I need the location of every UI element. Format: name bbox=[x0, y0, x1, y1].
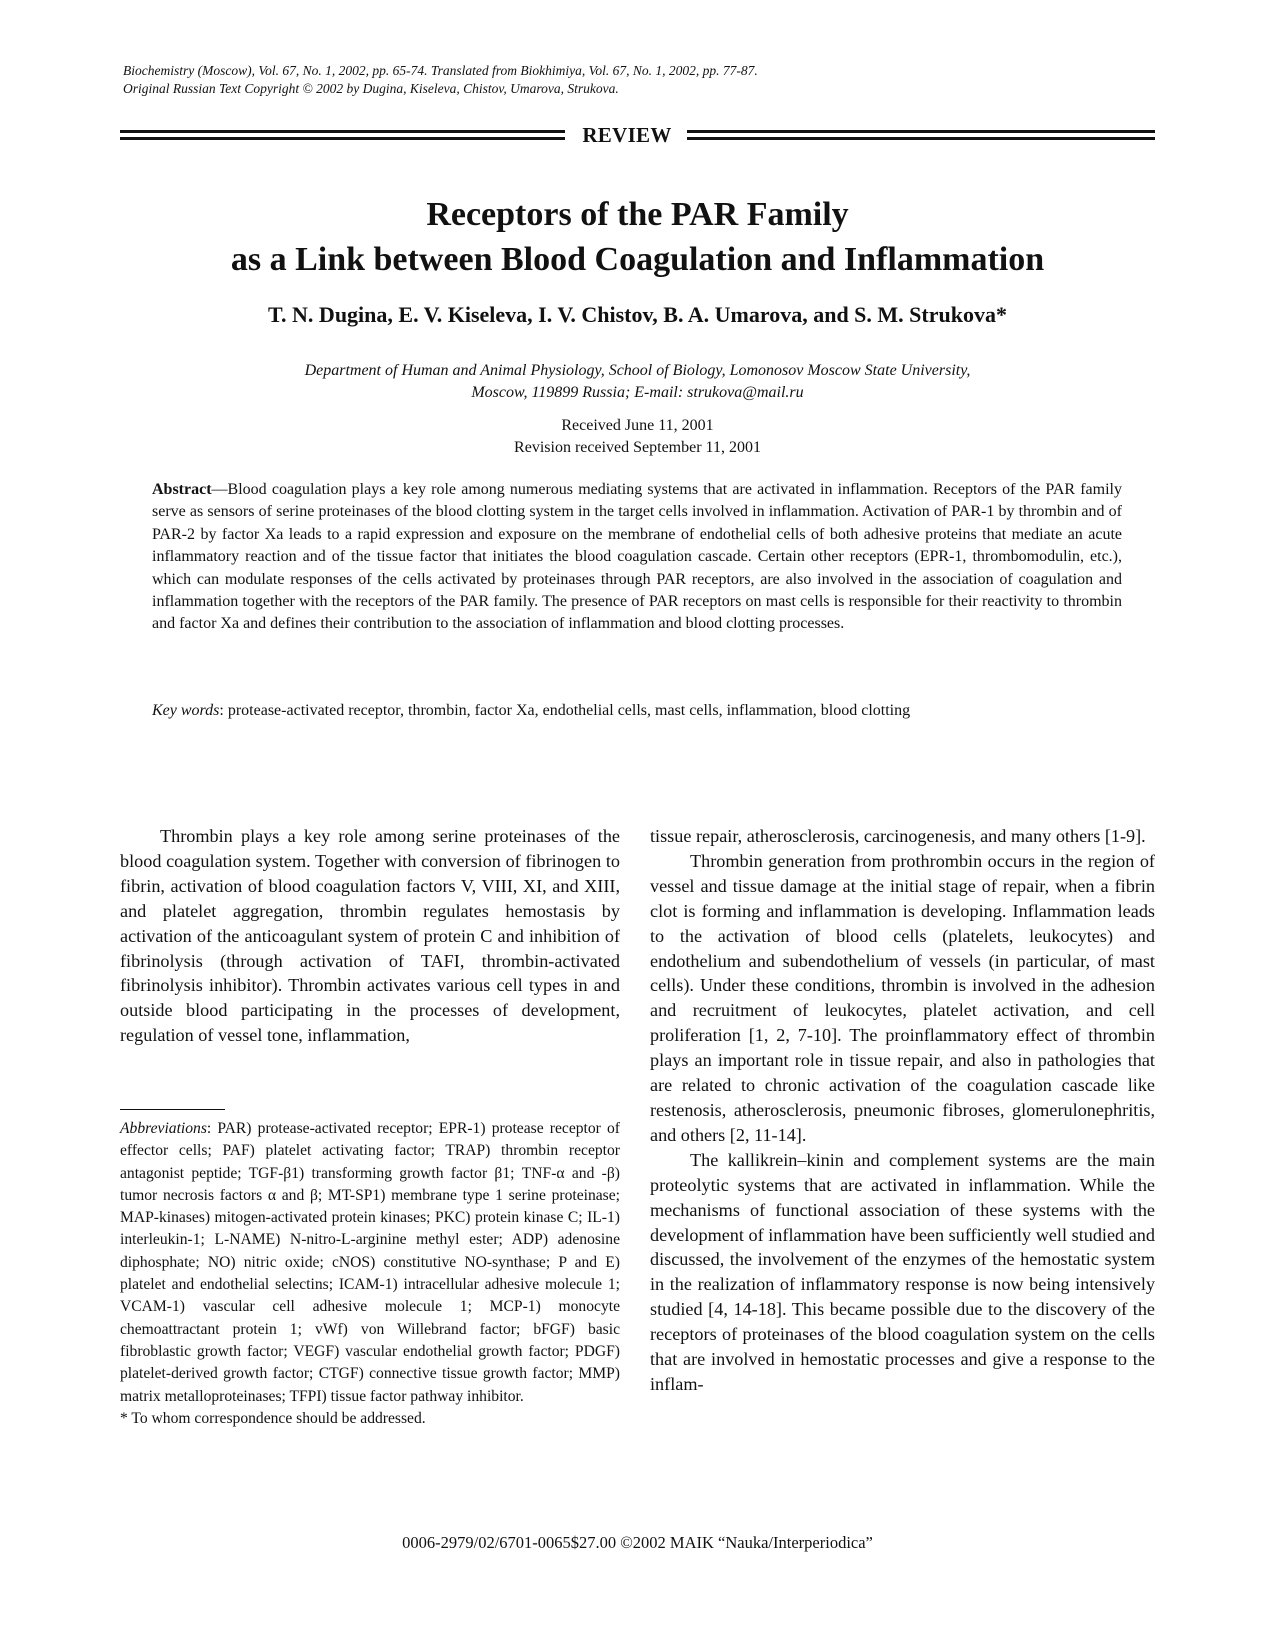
journal-citation bbox=[123, 62, 1163, 98]
journal-citation-line-2: Original Russian Text Copyright © 2002 by Dugina, Kiseleva, Chistov, Umarova, Strukova. bbox=[123, 81, 619, 96]
footnote bbox=[120, 1118, 620, 1430]
copyright-line: 0006-2979/02/6701-0065$27.00 ©2002 MAIK “Nauka/Interperiodica” bbox=[402, 1533, 873, 1552]
keywords-text: : protease-activated receptor, thrombin, factor Xa, endothelial cells, mast cells, inflammation, blood clotting bbox=[219, 702, 911, 719]
affiliation-line-2: Moscow, 119899 Russia; E-mail: strukova@mail.ru bbox=[471, 384, 804, 401]
correspondence-note: * To whom correspondence should be addressed. bbox=[120, 1409, 426, 1427]
abbreviations-note bbox=[120, 1118, 620, 1408]
author-list: T. N. Dugina, E. V. Kiseleva, I. V. Chistov, B. A. Umarova, and S. M. Strukova* bbox=[268, 302, 1007, 327]
section-header bbox=[120, 122, 1155, 150]
article-title-line-2: as a Link between Blood Coagulation and Inflammation bbox=[230, 241, 1045, 278]
body-paragraph: tissue repair, atherosclerosis, carcinogenesis, and many others [1-9]. bbox=[650, 826, 1146, 846]
journal-citation-line-1: Biochemistry (Moscow), Vol. 67, No. 1, 2002, pp. 65-74. Translated from Biokhimiya, Vol. 67, No. 1, 2002, pp. 77-87. bbox=[123, 63, 758, 78]
body-paragraph: Thrombin plays a key role among serine proteinases of the blood coagulation system. Together with conversion of fibrinogen to fibrin, activation of blood coagulation factors V, VIII, XI, and XIII, and platelet aggregation, thrombin regulates hemostasis by activation of the anticoagulant system of protein C and inhibition of fibrinolysis (through activation of TAFI, thrombin-activated fibrinolysis inhibitor). Thrombin activates various cell types in and outside blood participating in the processes of development, regulation of vessel tone, inflammation, bbox=[120, 826, 620, 1046]
body-column-right bbox=[650, 824, 1155, 1397]
article-title bbox=[120, 192, 1155, 282]
section-rule-right bbox=[687, 130, 1155, 140]
revised-date: Revision received September 11, 2001 bbox=[514, 439, 761, 456]
abbreviations-label: Abbreviations bbox=[120, 1120, 207, 1137]
article-title-line-1: Receptors of the PAR Family bbox=[426, 196, 849, 233]
affiliation bbox=[120, 360, 1155, 404]
footnote-divider bbox=[120, 1109, 225, 1110]
abstract-label: Abstract bbox=[152, 481, 212, 498]
keywords bbox=[152, 700, 1132, 722]
section-label: REVIEW bbox=[582, 123, 672, 147]
section-rule-left bbox=[120, 130, 565, 140]
submission-dates bbox=[120, 415, 1155, 459]
body-column-left bbox=[120, 824, 620, 1048]
abstract bbox=[152, 479, 1122, 636]
abbreviations-text: : PAR) protease-activated receptor; EPR-1) protease receptor of effector cells; PAF) platelet activating factor; TRAP) thrombin receptor antagonist peptide; TGF-β1) transforming growth factor β1; TNF-α and -β) tumor necrosis factors α and β; MT-SP1) membrane type 1 serine proteinase; MAP-kinases) mitogen-activated protein kinases; PKC) protein kinase C; IL-1) interleukin-1; L-NAME) N-nitro-L-arginine methyl ester; ADP) adenosine diphosphate; NO) nitric oxide; cNOS) constitutive NO-synthase; P and E) platelet and endothelial selectins; ICAM-1) intracellular adhesive molecule 1; VCAM-1) vascular cell adhesive molecule 1; MCP-1) monocyte chemoattractant protein 1; vWf) von Willebrand factor; bFGF) basic fibroblastic growth factor; VEGF) vascular endothelial growth factor; PDGF) platelet-derived growth factor; CTGF) connective tissue growth factor; MMP) matrix metalloproteinases; TFPI) tissue factor pathway inhibitor. bbox=[120, 1120, 620, 1405]
keywords-label: Key words bbox=[152, 702, 220, 719]
abstract-text: —Blood coagulation plays a key role among numerous mediating systems that are activated in inflammation. Receptors of the PAR family serve as sensors of serine proteinases of the blood clotting system in the target cells involved in inflammation. Activation of PAR-1 by thrombin and of PAR-2 by factor Xa leads to a rapid expression and exposure on the membrane of endothelial cells of both adhesive proteins that mediate an acute inflammatory reaction and of the tissue factor that initiates the blood coagulation cascade. Certain other receptors (EPR-1, thrombomodulin, etc.), which can modulate responses of the cells activated by proteinases through PAR receptors, are also involved in the association of coagulation and inflammation together with the receptors of the PAR family. The presence of PAR receptors on mast cells is responsible for their reactivity to thrombin and factor Xa and defines their contribution to the association of inflammation and blood clotting processes. bbox=[152, 481, 1122, 633]
received-date: Received June 11, 2001 bbox=[561, 417, 714, 434]
body-paragraph: Thrombin generation from prothrombin occurs in the region of vessel and tissue damage at the initial stage of repair, when a fibrin clot is forming and inflammation is developing. Inflammation leads to the activation of blood cells (platelets, leukocytes) and endothelium and subendothelium of vessels (in particular, of mast cells). Under these conditions, thrombin is involved in the adhesion and recruitment of leukocytes, platelet activation, and cell proliferation [1, 2, 7-10]. The proinflammatory effect of thrombin plays an important role in tissue repair, and also in pathologies that are related to chronic activation of the coagulation cascade like restenosis, atherosclerosis, pneumonic fibroses, glomerulonephritis, and others [2, 11-14]. bbox=[650, 850, 1155, 1145]
affiliation-line-1: Department of Human and Animal Physiology, School of Biology, Lomonosov Moscow State University, bbox=[304, 362, 971, 379]
body-paragraph: The kallikrein–kinin and complement systems are the main proteolytic systems that are activated in inflammation. While the mechanisms of functional association of these systems with the development of inflammation have been sufficiently well studied and discussed, the involvement of the enzymes of the hemostatic system in the realization of inflammatory response is now being intensively studied [4, 14-18]. This became possible due to the discovery of the receptors of proteinases of the blood coagulation system on the cells that are involved in hemostatic processes and give a response to the inflam- bbox=[650, 1149, 1155, 1394]
